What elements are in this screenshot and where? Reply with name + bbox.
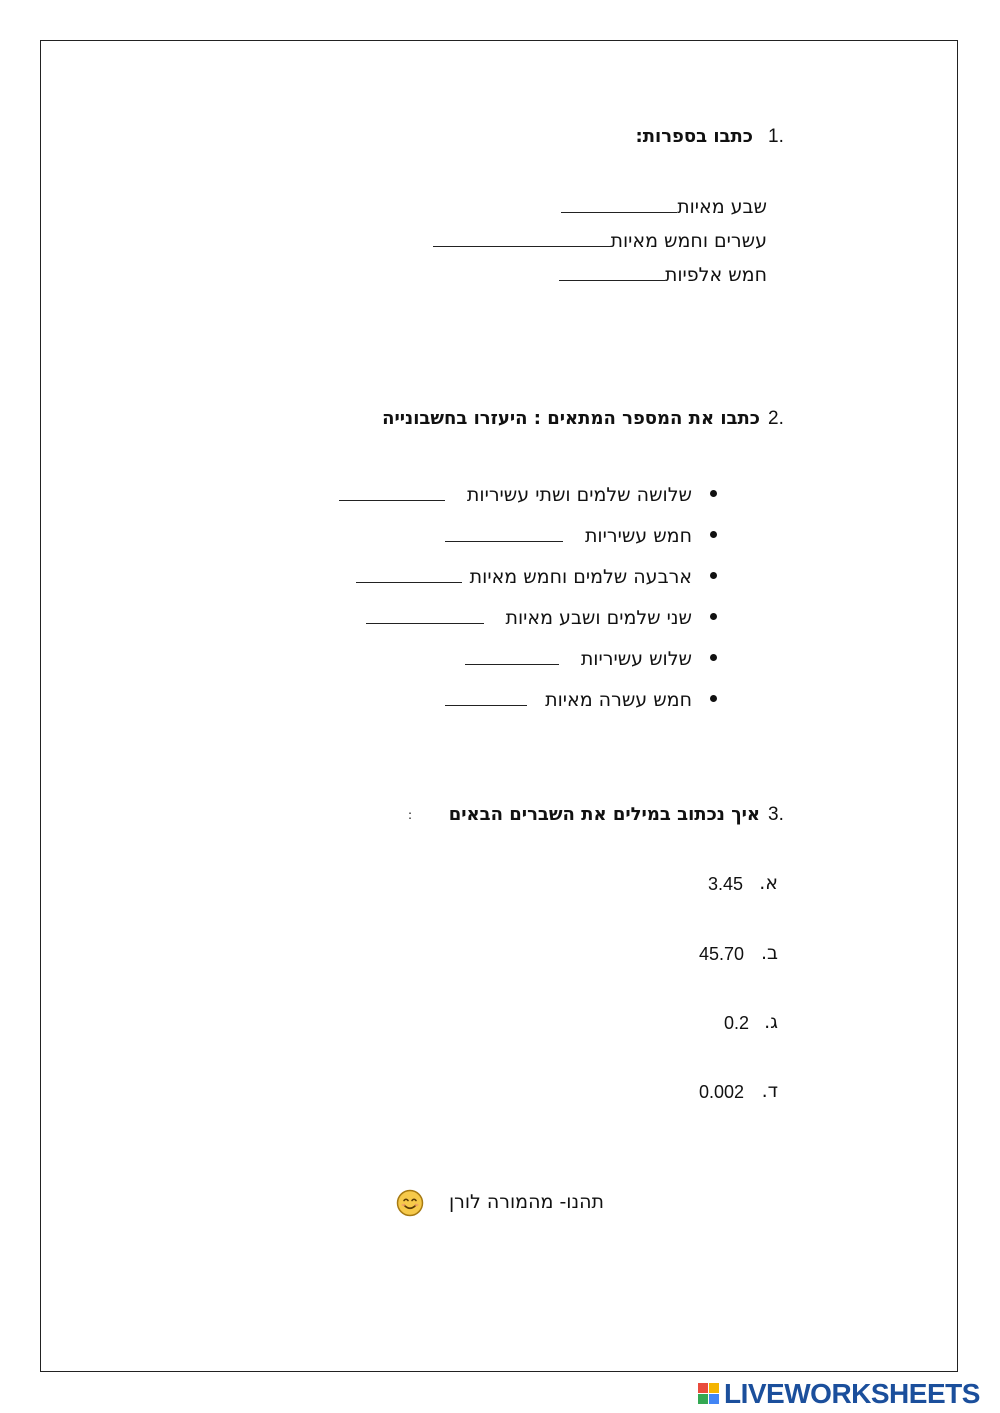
item-text: עשרים וחמש מאיות <box>610 230 767 252</box>
bullet-icon <box>710 572 717 579</box>
section1-number: 1. <box>768 126 784 147</box>
section2-item-4 <box>366 605 693 629</box>
footer-signature: תהנו- מהמורה לורן <box>448 1191 604 1213</box>
section1-item-3 <box>559 262 767 286</box>
liveworksheets-logo <box>698 1378 994 1410</box>
section3-value-c: 0.2 <box>724 1013 750 1033</box>
logo-text: LIVEWORKSHEETS <box>724 1378 980 1409</box>
section2-heading: כתבו את המספר המתאים : היעזרו בחשבונייה <box>382 408 760 429</box>
answer-blank[interactable] <box>559 262 665 281</box>
bullet-icon <box>710 490 717 497</box>
section3-heading: איך נכתוב במילים את השברים הבאים <box>448 804 760 825</box>
section3-letter-d: ד. <box>761 1080 778 1102</box>
section2-item-5 <box>465 646 692 670</box>
logo-cube-icon <box>698 1383 720 1405</box>
section1-item-2 <box>433 228 768 252</box>
bullet-icon <box>710 531 717 538</box>
answer-blank[interactable] <box>433 228 611 247</box>
item-text: שלוש עשיריות <box>580 648 692 670</box>
answer-blank[interactable] <box>339 482 445 501</box>
section2-item-1 <box>339 482 692 506</box>
answer-blank[interactable] <box>561 194 677 213</box>
smiling-face-icon <box>396 1189 424 1217</box>
item-text: שלושה שלמים ושתי עשיריות <box>466 484 692 506</box>
answer-blank[interactable] <box>445 523 563 542</box>
section3-number: 3. <box>768 804 784 825</box>
section2-number: 2. <box>768 408 784 429</box>
section2-item-6 <box>445 687 692 711</box>
item-text: שני שלמים ושבע מאיות <box>505 607 692 629</box>
section3-value-d: 0.002 <box>699 1082 745 1102</box>
answer-blank[interactable] <box>445 687 527 706</box>
section1-heading: כתבו בספרות: <box>635 126 753 147</box>
item-text: ארבעה שלמים וחמש מאיות <box>469 566 692 588</box>
section3-value-b: 45.70 <box>699 944 745 964</box>
section3-colon: : <box>408 808 413 822</box>
bullet-icon <box>710 654 717 661</box>
item-text: שבע מאיות <box>677 196 767 218</box>
section2-item-3 <box>356 564 692 588</box>
section3-letter-c: ג. <box>764 1011 778 1033</box>
section3-value-a: 3.45 <box>708 874 744 894</box>
item-text: חמש עשיריות <box>584 525 692 547</box>
answer-blank[interactable] <box>366 605 484 624</box>
answer-blank[interactable] <box>356 564 462 583</box>
bullet-icon <box>710 695 717 702</box>
section3-letter-a: א. <box>759 872 778 894</box>
section2-item-2 <box>445 523 692 547</box>
section3-letter-b: ב. <box>760 942 778 964</box>
answer-blank[interactable] <box>465 646 559 665</box>
bullet-icon <box>710 613 717 620</box>
section1-item-1 <box>561 194 767 218</box>
item-text: חמש אלפיות <box>664 264 767 286</box>
item-text: חמש עשרה מאיות <box>545 689 692 711</box>
